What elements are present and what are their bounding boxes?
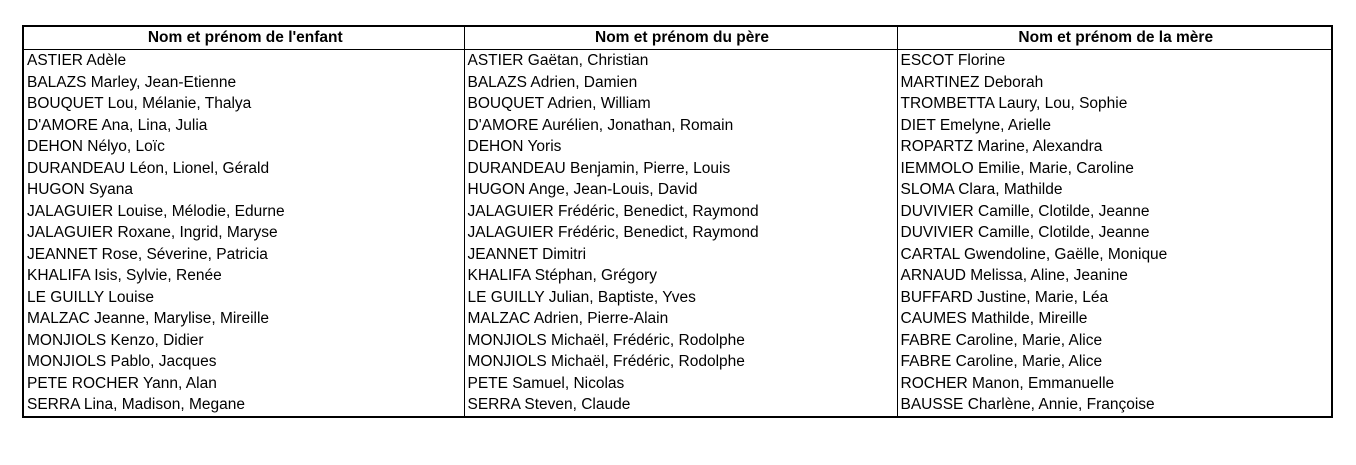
header-mother-name: Nom et prénom de la mère [897, 26, 1332, 50]
child-name-cell: MONJIOLS Kenzo, Didier [23, 330, 464, 352]
child-name-cell: SERRA Lina, Madison, Megane [23, 394, 464, 417]
child-name-cell: HUGON Syana [23, 179, 464, 201]
child-name-cell: MONJIOLS Pablo, Jacques [23, 351, 464, 373]
table-row [23, 179, 1332, 201]
father-name-cell: JALAGUIER Frédéric, Benedict, Raymond [464, 201, 897, 223]
table-row [23, 330, 1332, 352]
table-row [23, 115, 1332, 137]
table-row [23, 351, 1332, 373]
mother-name-cell: CARTAL Gwendoline, Gaëlle, Monique [897, 244, 1332, 266]
child-name-cell: BALAZS Marley, Jean-Etienne [23, 72, 464, 94]
table-row [23, 287, 1332, 309]
table-row [23, 308, 1332, 330]
mother-name-cell: MARTINEZ Deborah [897, 72, 1332, 94]
birth-registry-table [22, 25, 1333, 418]
table-row [23, 244, 1332, 266]
child-name-cell: ASTIER Adèle [23, 50, 464, 72]
table-row [23, 50, 1332, 72]
father-name-cell: HUGON Ange, Jean-Louis, David [464, 179, 897, 201]
mother-name-cell: IEMMOLO Emilie, Marie, Caroline [897, 158, 1332, 180]
header-row [23, 26, 1332, 50]
mother-name-cell: BUFFARD Justine, Marie, Léa [897, 287, 1332, 309]
father-name-cell: D'AMORE Aurélien, Jonathan, Romain [464, 115, 897, 137]
header-father-name: Nom et prénom du père [464, 26, 897, 50]
table-row [23, 72, 1332, 94]
table-row [23, 394, 1332, 417]
child-name-cell: KHALIFA Isis, Sylvie, Renée [23, 265, 464, 287]
mother-name-cell: FABRE Caroline, Marie, Alice [897, 351, 1332, 373]
mother-name-cell: TROMBETTA Laury, Lou, Sophie [897, 93, 1332, 115]
child-name-cell: DEHON Nélyo, Loïc [23, 136, 464, 158]
father-name-cell: MALZAC Adrien, Pierre-Alain [464, 308, 897, 330]
table-row [23, 93, 1332, 115]
mother-name-cell: ROCHER Manon, Emmanuelle [897, 373, 1332, 395]
father-name-cell: DURANDEAU Benjamin, Pierre, Louis [464, 158, 897, 180]
father-name-cell: PETE Samuel, Nicolas [464, 373, 897, 395]
mother-name-cell: DIET Emelyne, Arielle [897, 115, 1332, 137]
father-name-cell: JALAGUIER Frédéric, Benedict, Raymond [464, 222, 897, 244]
father-name-cell: ASTIER Gaëtan, Christian [464, 50, 897, 72]
mother-name-cell: SLOMA Clara, Mathilde [897, 179, 1332, 201]
mother-name-cell: ARNAUD Melissa, Aline, Jeanine [897, 265, 1332, 287]
father-name-cell: SERRA Steven, Claude [464, 394, 897, 417]
header-child-name: Nom et prénom de l'enfant [23, 26, 464, 50]
father-name-cell: MONJIOLS Michaël, Frédéric, Rodolphe [464, 351, 897, 373]
child-name-cell: BOUQUET Lou, Mélanie, Thalya [23, 93, 464, 115]
table-body [23, 50, 1332, 417]
child-name-cell: PETE ROCHER Yann, Alan [23, 373, 464, 395]
child-name-cell: DURANDEAU Léon, Lionel, Gérald [23, 158, 464, 180]
child-name-cell: JEANNET Rose, Séverine, Patricia [23, 244, 464, 266]
child-name-cell: D'AMORE Ana, Lina, Julia [23, 115, 464, 137]
table-row [23, 158, 1332, 180]
child-name-cell: JALAGUIER Louise, Mélodie, Edurne [23, 201, 464, 223]
mother-name-cell: DUVIVIER Camille, Clotilde, Jeanne [897, 222, 1332, 244]
mother-name-cell: DUVIVIER Camille, Clotilde, Jeanne [897, 201, 1332, 223]
father-name-cell: BOUQUET Adrien, William [464, 93, 897, 115]
table-row [23, 373, 1332, 395]
table-row [23, 222, 1332, 244]
table-row [23, 136, 1332, 158]
table-row [23, 201, 1332, 223]
mother-name-cell: FABRE Caroline, Marie, Alice [897, 330, 1332, 352]
mother-name-cell: ESCOT Florine [897, 50, 1332, 72]
father-name-cell: DEHON Yoris [464, 136, 897, 158]
father-name-cell: LE GUILLY Julian, Baptiste, Yves [464, 287, 897, 309]
father-name-cell: JEANNET Dimitri [464, 244, 897, 266]
table-row [23, 265, 1332, 287]
father-name-cell: BALAZS Adrien, Damien [464, 72, 897, 94]
father-name-cell: KHALIFA Stéphan, Grégory [464, 265, 897, 287]
mother-name-cell: CAUMES Mathilde, Mireille [897, 308, 1332, 330]
child-name-cell: MALZAC Jeanne, Marylise, Mireille [23, 308, 464, 330]
father-name-cell: MONJIOLS Michaël, Frédéric, Rodolphe [464, 330, 897, 352]
child-name-cell: JALAGUIER Roxane, Ingrid, Maryse [23, 222, 464, 244]
mother-name-cell: ROPARTZ Marine, Alexandra [897, 136, 1332, 158]
child-name-cell: LE GUILLY Louise [23, 287, 464, 309]
mother-name-cell: BAUSSE Charlène, Annie, Françoise [897, 394, 1332, 417]
